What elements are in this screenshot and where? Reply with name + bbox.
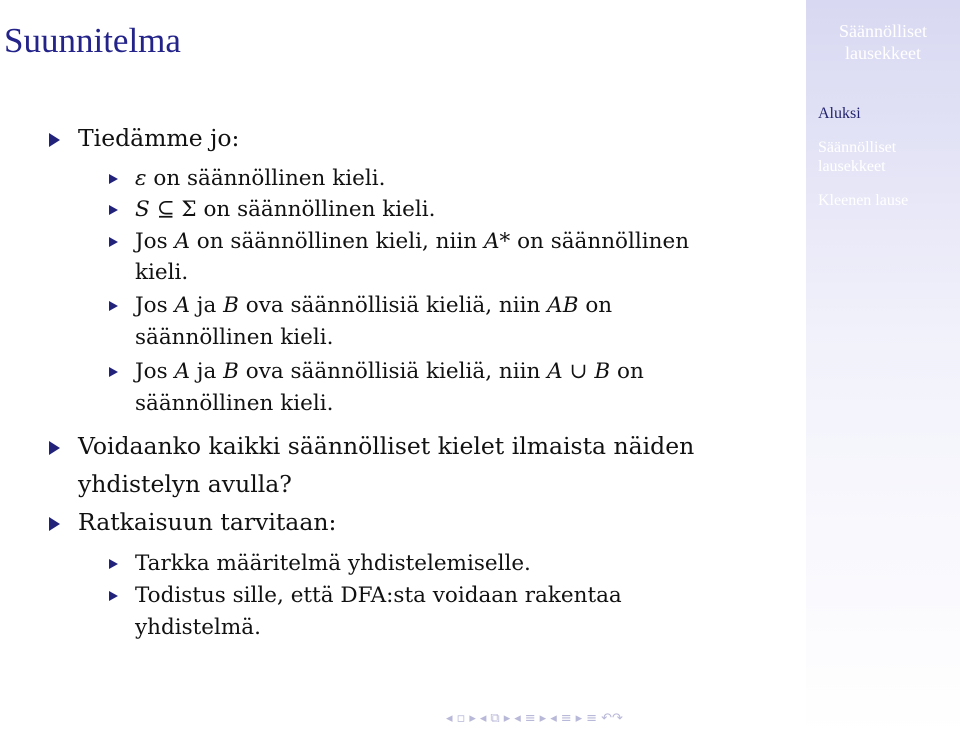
sub-bullet-arrow-icon	[109, 367, 118, 377]
bullet-arrow-icon	[49, 517, 60, 531]
sub-bullet-1-5-cont: säännöllinen kieli.	[135, 391, 334, 416]
sub-bullet-1-5: Jos A ja B ova säännöllisiä kieliä, niin A ∪ B on	[135, 359, 644, 384]
nav-prev-subsection-icon[interactable]: ◂	[479, 711, 487, 726]
sidebar-item-kleenen-lause[interactable]: Kleenen lause	[818, 192, 909, 209]
bullet-2-line-1: Voidaanko kaikki säännölliset kielet ilmaista näiden	[78, 432, 695, 460]
nav-next-document-icon[interactable]: ▸	[575, 711, 583, 726]
sub-bullet-arrow-icon	[109, 301, 118, 311]
sub-bullet-3-1: Tarkka määritelmä yhdistelemiselle.	[135, 551, 531, 576]
nav-next-section-icon[interactable]: ▸	[539, 711, 547, 726]
sidebar	[806, 0, 960, 735]
sidebar-item-aluksi[interactable]: Aluksi	[818, 105, 861, 122]
nav-frame-icon[interactable]: ▫	[456, 711, 466, 726]
nav-appendix-icon[interactable]: ≡	[586, 711, 598, 726]
frame-title: Suunnitelma	[4, 21, 181, 60]
sub-bullet-1-3: Jos A on säännöllinen kieli, niin A* on säännöllinen	[135, 229, 690, 254]
sub-bullet-arrow-icon	[109, 591, 118, 601]
nav-back-forward-search-icon[interactable]: ↶↷	[601, 711, 623, 726]
sub-bullet-1-2: S ⊆ Σ on säännöllinen kieli.	[135, 197, 436, 222]
sub-bullet-1-4-cont: säännöllinen kieli.	[135, 325, 334, 350]
sub-bullet-1-3-cont: kieli.	[135, 260, 189, 285]
sub-bullet-3-2-line-1: Todistus sille, että DFA:sta voidaan rakentaa	[135, 583, 622, 608]
sub-bullet-1-4: Jos A ja B ova säännöllisiä kieliä, niin AB on	[135, 293, 613, 318]
bullet-1-label: Tiedämme jo:	[78, 124, 240, 152]
nav-subsection-icon[interactable]: ⧉	[490, 711, 500, 726]
sub-bullet-3-2-line-2: yhdistelmä.	[135, 615, 261, 640]
nav-next-frame-icon[interactable]: ▸	[469, 711, 476, 726]
bullet-arrow-icon	[49, 441, 60, 455]
sub-bullet-arrow-icon	[109, 205, 118, 215]
nav-prev-document-icon[interactable]: ◂	[550, 711, 557, 726]
bullet-3-label: Ratkaisuun tarvitaan:	[78, 508, 337, 536]
bullet-arrow-icon	[49, 133, 60, 147]
bullet-2-line-2: yhdistelyn avulla?	[78, 470, 292, 498]
sub-bullet-arrow-icon	[109, 559, 118, 569]
nav-prev-section-icon[interactable]: ◂	[514, 711, 521, 726]
sub-bullet-1-1: ε on säännöllinen kieli.	[135, 166, 386, 191]
sidebar-nav	[818, 104, 958, 225]
sub-bullet-arrow-icon	[109, 237, 118, 247]
beamer-navigation-bar	[446, 708, 806, 730]
nav-prev-frame-icon[interactable]: ◂	[446, 711, 453, 726]
nav-document-icon[interactable]: ≡	[560, 711, 572, 726]
nav-next-subsection-icon[interactable]: ▸	[503, 711, 511, 726]
sub-bullet-arrow-icon	[109, 174, 118, 184]
sidebar-item-saannolliset-lausekkeet[interactable]: Säännölliset lausekkeet	[818, 139, 897, 175]
sidebar-title: Säännölliset lausekkeet	[839, 21, 927, 63]
nav-section-icon[interactable]: ≡	[524, 711, 536, 726]
